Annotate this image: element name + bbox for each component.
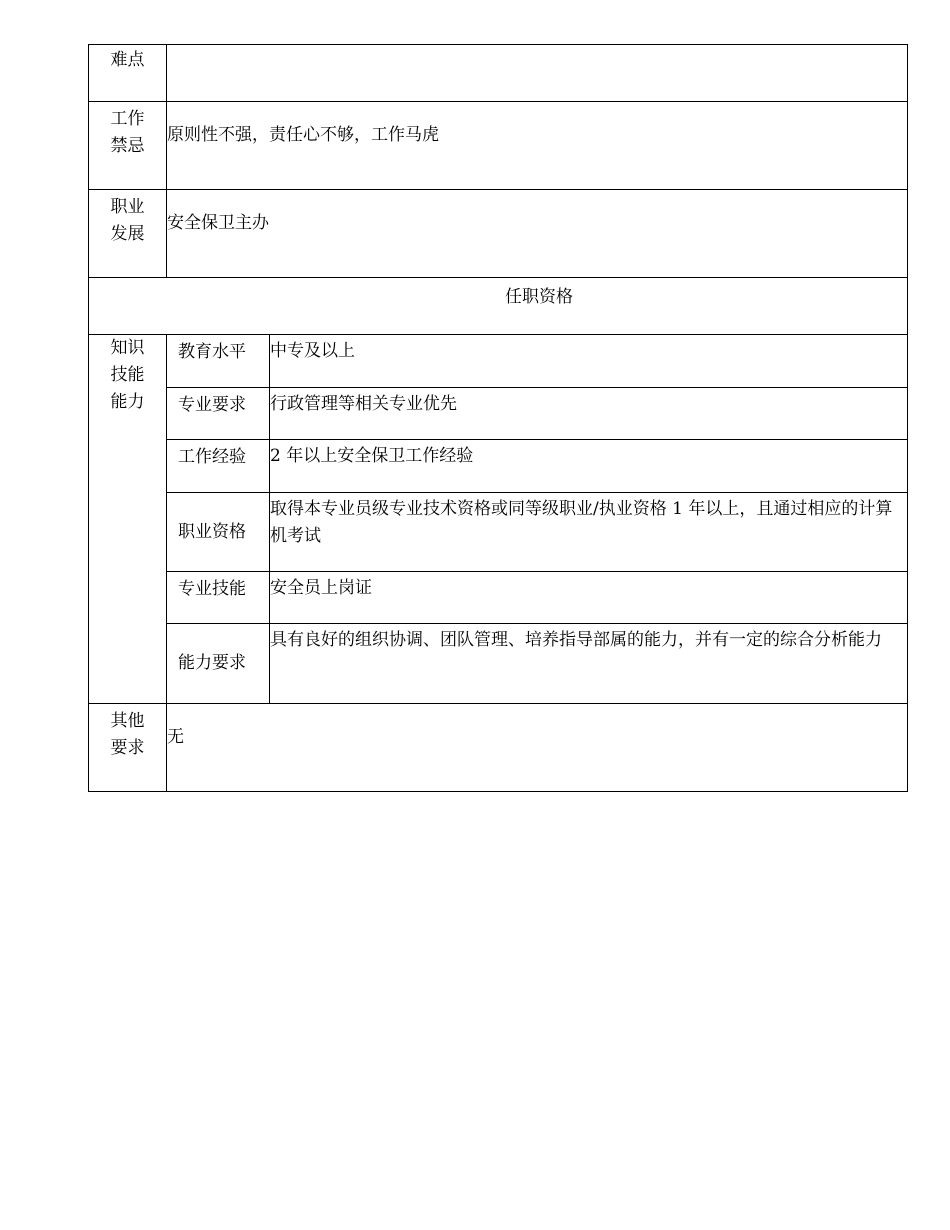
qual-row-experience bbox=[89, 440, 908, 493]
row-career bbox=[89, 190, 908, 278]
other-value: 无 bbox=[167, 727, 184, 747]
difficulty-label: 难点 bbox=[110, 50, 145, 70]
section-title-cell bbox=[89, 278, 908, 335]
qual-row-ability bbox=[89, 624, 908, 704]
other-label: 其他要求 bbox=[110, 711, 145, 758]
other-value-cell bbox=[167, 704, 908, 792]
qual-value: 安全员上岗证 bbox=[270, 572, 908, 624]
qual-label: 专业要求 bbox=[167, 388, 270, 440]
career-label: 职业发展 bbox=[110, 197, 145, 244]
qual-label: 专业技能 bbox=[167, 572, 270, 624]
qual-value: 中专及以上 bbox=[270, 335, 908, 388]
qual-label: 工作经验 bbox=[167, 440, 270, 493]
qual-label: 能力要求 bbox=[167, 624, 270, 704]
section-title: 任职资格 bbox=[505, 287, 573, 307]
qual-row-major bbox=[89, 388, 908, 440]
taboos-value-cell bbox=[167, 102, 908, 190]
job-description-table bbox=[88, 44, 908, 792]
taboos-value: 原则性不强，责任心不够，工作马虎 bbox=[167, 125, 439, 145]
difficulty-label-cell bbox=[89, 45, 167, 102]
difficulty-value bbox=[167, 45, 908, 102]
qual-row-education bbox=[89, 335, 908, 388]
row-other bbox=[89, 704, 908, 792]
taboos-label: 工作禁忌 bbox=[110, 109, 145, 156]
qual-value: 取得本专业员级专业技术资格或同等级职业/执业资格 1 年以上，且通过相应的计算机考试 bbox=[270, 493, 908, 572]
career-value: 安全保卫主办 bbox=[167, 213, 269, 233]
qual-label: 职业资格 bbox=[167, 493, 270, 572]
career-label-cell bbox=[89, 190, 167, 278]
qual-label: 教育水平 bbox=[167, 335, 270, 388]
row-difficulty bbox=[89, 45, 908, 102]
other-label-cell bbox=[89, 704, 167, 792]
qual-row-certification bbox=[89, 493, 908, 572]
qual-value: 行政管理等相关专业优先 bbox=[270, 388, 908, 440]
row-taboos bbox=[89, 102, 908, 190]
career-value-cell bbox=[167, 190, 908, 278]
qual-value: 2 年以上安全保卫工作经验 bbox=[270, 440, 908, 493]
group-label: 知识技能能力 bbox=[110, 338, 145, 412]
row-section-title bbox=[89, 278, 908, 335]
group-label-cell bbox=[89, 335, 167, 704]
taboos-label-cell bbox=[89, 102, 167, 190]
qual-value: 具有良好的组织协调、团队管理、培养指导部属的能力，并有一定的综合分析能力 bbox=[270, 624, 908, 704]
qual-row-skills bbox=[89, 572, 908, 624]
